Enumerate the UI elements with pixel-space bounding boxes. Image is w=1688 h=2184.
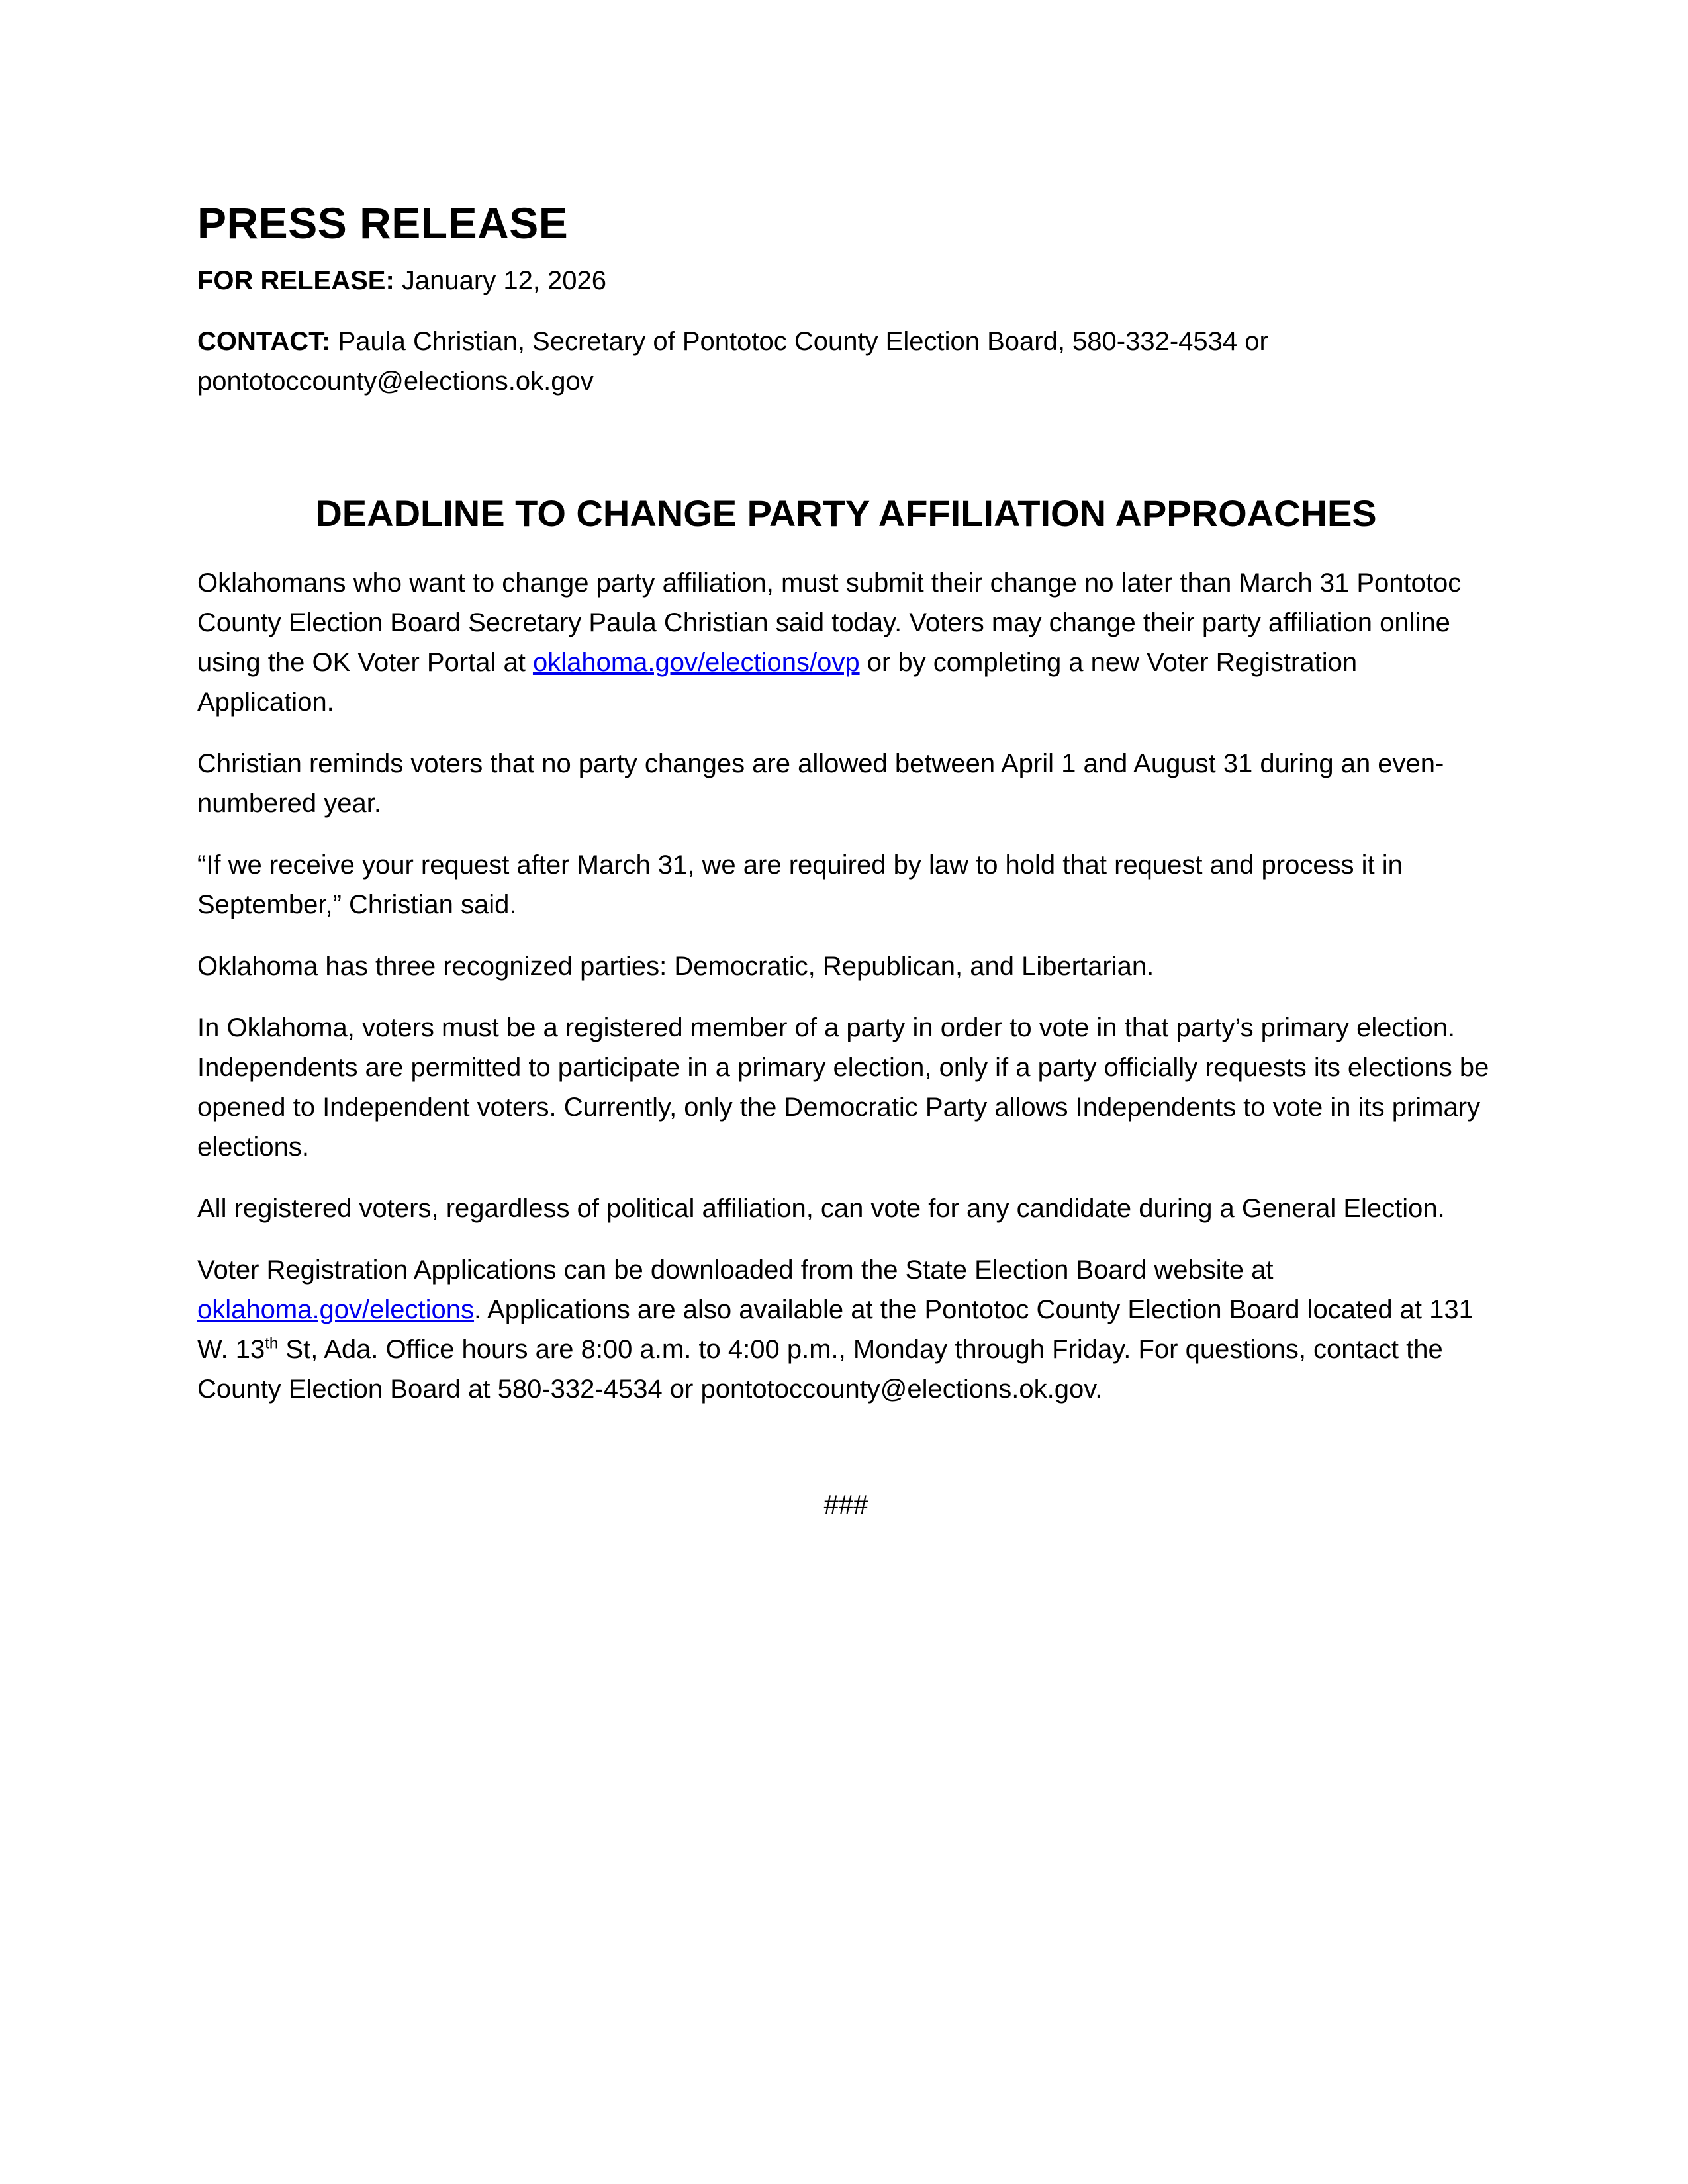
paragraph-general-election: All registered voters, regardless of political affiliation, can vote for any candidate during a General Election. xyxy=(197,1194,1445,1224)
elections-website-link[interactable]: oklahoma.gov/elections xyxy=(197,1295,475,1325)
headline: DEADLINE TO CHANGE PARTY AFFILIATION APPROACHES xyxy=(315,492,1377,534)
paragraph-text: Voter Registration Applications can be downloaded from the State Election Board website at xyxy=(197,1255,1274,1285)
voter-portal-link[interactable]: oklahoma.gov/elections/ovp xyxy=(532,648,860,678)
paragraph-applications xyxy=(197,1250,1495,1409)
paragraph-primary-rules: In Oklahoma, voters must be a registered member of a party in order to vote in that party’s primary election. Independents are permitted to participate in a primary election, only if a party officially requests its elections be opened to Independent voters. Currently, only the Democratic Party allows Independents to vote in its primary elections. xyxy=(197,1013,1489,1162)
contact-text: Paula Christian, Secretary of Pontotoc County Election Board, 580-332-4534 or pontotoccounty@elections.ok.gov xyxy=(197,326,1268,396)
release-date-line xyxy=(197,261,1495,300)
paragraph-recognized-parties: Oklahoma has three recognized parties: Democratic, Republican, and Libertarian. xyxy=(197,952,1154,981)
paragraph-deadline xyxy=(197,563,1495,722)
release-label: FOR RELEASE: xyxy=(197,265,395,295)
paragraph-text: St, Ada. Office hours are 8:00 a.m. to 4:00 p.m., Monday through Friday. For questions, contact the County Election Board at 580-332-4534 or pontotoccounty@elections.ok.gov. xyxy=(197,1335,1443,1404)
paragraph-text: or by completing a new Voter Registration Application. xyxy=(197,648,1358,717)
contact-line xyxy=(197,322,1495,401)
press-release-page xyxy=(197,199,1495,1525)
document-label: PRESS RELEASE xyxy=(197,199,569,248)
ordinal-suffix: th xyxy=(265,1334,279,1353)
paragraph-text: . Applications are also available at the Pontotoc County Election Board located at 131 W. 13 xyxy=(197,1295,1474,1365)
paragraph-text: Oklahomans who want to change party affiliation, must submit their change no later than March 31 Pontotoc County Election Board Secretary Paula Christian said today. Voters may change their party affiliation online using the OK Voter Portal at xyxy=(197,569,1462,678)
paragraph-quote: “If we receive your request after March 31, we are required by law to hold that request and process it in September,” Christian said. xyxy=(197,850,1403,920)
end-mark: ### xyxy=(823,1490,868,1520)
release-date: January 12, 2026 xyxy=(401,265,607,295)
contact-label: CONTACT: xyxy=(197,326,331,356)
paragraph-no-changes-period: Christian reminds voters that no party changes are allowed between April 1 and August 31 during an even-numbered year. xyxy=(197,749,1444,819)
